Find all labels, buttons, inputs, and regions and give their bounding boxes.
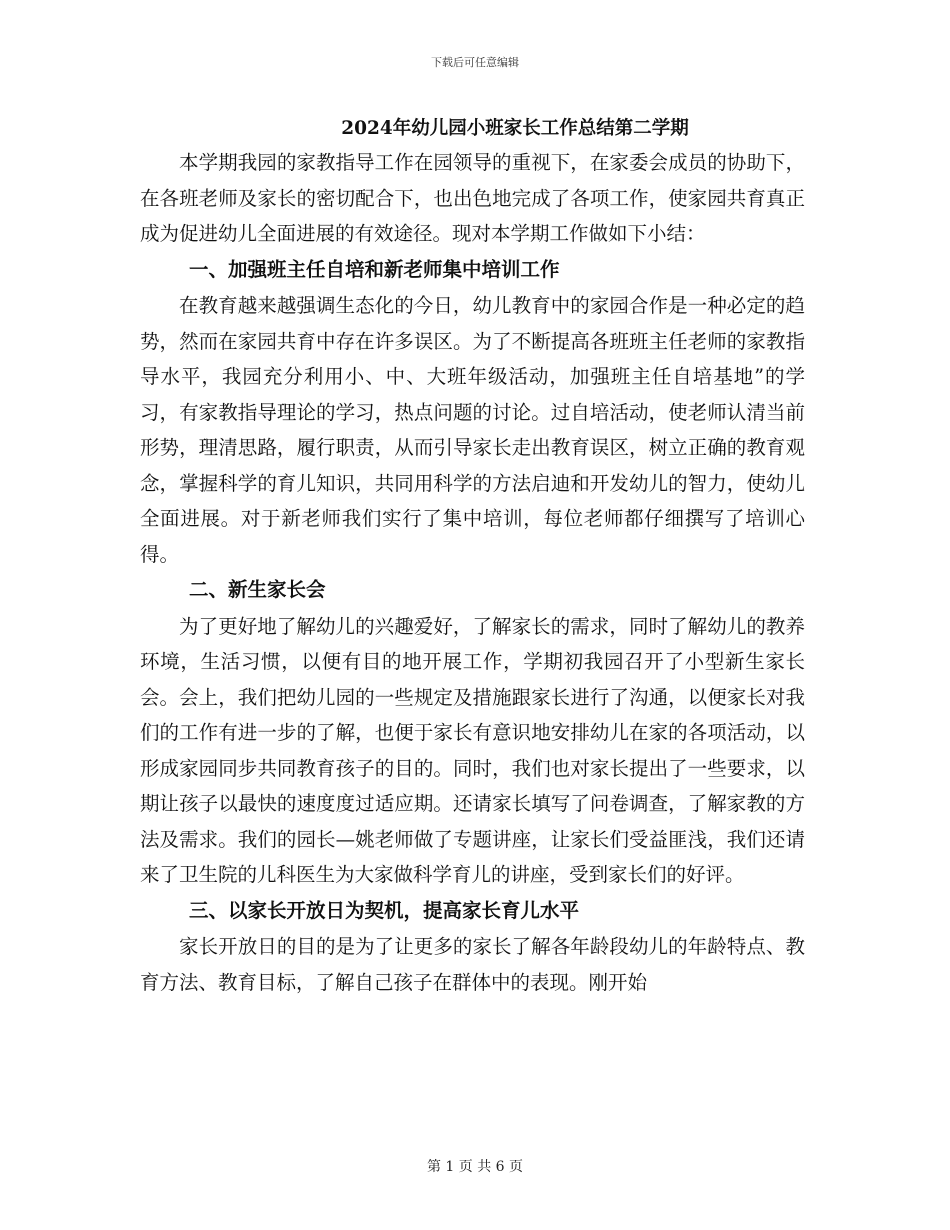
page-number-footer: 第 1 页 共 6 页 — [426, 1159, 524, 1175]
intro-paragraph: 本学期我园的家教指导工作在园领导的重视下，在家委会成员的协助下，在各班老师及家长的密切配合下，也出色地完成了各项工作，使家园共育真正成为促进幼儿全面进展的有效途径。现对本学期工作做如下小结： — [140, 151, 805, 245]
section-paragraph-2: 为了更好地了解幼儿的兴趣爱好，了解家长的需求，同时了解幼儿的教养环境，生活习惯，以便有目的地开展工作，学期初我园召开了小型新生家长会。会上，我们把幼儿园的一些规定及措施跟家长进行了沟通，以便家长对我们的工作有进一步的了解，也便于家长有意识地安排幼儿在家的各项活动，以形成家园同步共同教育孩子的目的。同时，我们也对家长提出了一些要求，以期让孩子以最快的速度度过适应期。还请家长填写了问卷调查，了解家教的方法及需求。我们的园长—姚老师做了专题讲座，让家长们受益匪浅，我们还请来了卫生院的儿科医生为大家做科学育儿的讲座，受到家长们的好评。 — [140, 614, 805, 886]
section-heading-3: 三、以家长开放日为契机，提高家长育儿水平 — [189, 898, 580, 922]
section-paragraph-3: 家长开放日的目的是为了让更多的家长了解各年龄段幼儿的年龄特点、教育方法、教育目标，了解自己孩子在群体中的表现。刚开始 — [140, 935, 805, 994]
section-paragraph-1: 在教育越来越强调生态化的今日，幼儿教育中的家园合作是一种必定的趋势，然而在家园共育中存在许多误区。为了不断提高各班班主任老师的家教指导水平，我园充分利用小、中、大班年级活动，加强班主任自培基地”的学习，有家教指导理论的学习，热点问题的讨论。过自培活动，使老师认清当前形势，理清思路，履行职责，从而引导家长走出教育误区，树立正确的教育观念，掌握科学的育儿知识，共同用科学的方法启迪和开发幼儿的智力，使幼儿全面进展。对于新老师我们实行了集中培训，每位老师都仔细撰写了培训心得。 — [140, 294, 805, 566]
document-title: 2024年幼儿园小班家长工作总结第二学期 — [341, 118, 689, 139]
section-heading-1: 一、加强班主任自培和新老师集中培训工作 — [189, 257, 560, 281]
document-body — [140, 145, 805, 1000]
section-heading-2: 二、新生家长会 — [189, 578, 326, 601]
page-header-note: 下载后可任意编辑 — [431, 56, 519, 69]
